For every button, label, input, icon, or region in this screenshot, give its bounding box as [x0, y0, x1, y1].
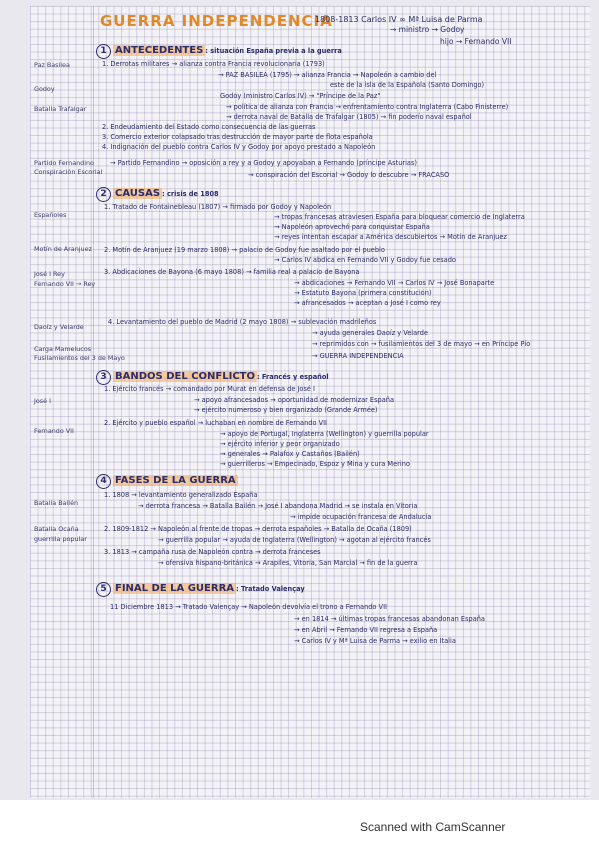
margin-note: Daoíz y Velarde	[34, 323, 84, 331]
note-line: 11 Diciembre 1813 → Tratado Valençay → Napoleón devolvía el trono a Fernando VII	[110, 603, 387, 611]
margin-note: Batalla Ocaña	[34, 525, 79, 533]
section-number: 2	[96, 187, 111, 202]
note-line: → apoyo de Portugal, Inglaterra (Wellington) y guerrilla popular	[220, 430, 429, 438]
note-line: 2. Endeudamiento del Estado como consecuencia de las guerras	[102, 123, 316, 131]
note-line: → generales → Palafox y Castaños (Bailén)	[220, 450, 360, 458]
note-line: 1. Tratado de Fontainebleau (1807) → firmado por Godoy y Napoleón	[104, 203, 332, 211]
section-title: FINAL DE LA GUERRA	[115, 583, 235, 594]
note-line: → en 1814 → últimas tropas francesas abandonan España	[294, 615, 485, 623]
note-line: 1. 1808 → levantamiento generalizado España	[104, 491, 258, 499]
note-line: 2. Motín de Aranjuez (19 marzo 1808) → palacio de Godoy fue asaltado por el pueblo	[104, 246, 385, 254]
note-line: 4. Levantamiento del pueblo de Madrid (2 mayo 1808) → sublevación madrileños	[108, 318, 377, 326]
note-line: este de la isla de la Española (Santo Domingo)	[330, 81, 485, 89]
note-line: → política de alianza con Francia → enfrentamiento contra Inglaterra (Cabo Finisterre)	[226, 103, 509, 111]
note-line: → reyes intentan escapar a América descubiertos → Motín de Aranjuez	[274, 233, 507, 241]
note-line: Godoy (ministro Carlos IV) → "Príncipe de la Paz"	[220, 92, 381, 100]
margin-note: Godoy	[34, 85, 55, 93]
note-line: → guerrilleros → Empecinado, Espoz y Mina y cura Merino	[220, 460, 410, 468]
title-meta-line: → ministro → Godoy	[390, 25, 465, 34]
section-number: 5	[96, 582, 111, 597]
notebook-page	[30, 6, 590, 798]
note-line: → afrancesados → aceptan a José I como rey	[294, 299, 441, 307]
margin-note: Paz Basilea	[34, 61, 70, 69]
margin-note: Conspiración Escorial	[34, 168, 103, 176]
title-meta-line: 1808-1813 Carlos IV ∞ Mª Luisa de Parma	[315, 15, 483, 24]
note-line: → ejército inferior y peor organizado	[220, 440, 340, 448]
note-line: → Carlos IV abdica en Fernando VII y Godoy fue cesado	[274, 256, 456, 264]
section-heading	[96, 44, 342, 59]
margin-note: Batalla Bailén	[34, 499, 79, 507]
margin-note: Fernando VII	[34, 427, 74, 435]
section-number: 1	[96, 44, 111, 59]
section-title: CAUSAS	[115, 188, 161, 199]
note-line: → conspiración del Escorial → Godoy lo descubre → FRACASO	[248, 171, 450, 179]
note-line: → apoyo afrancesados → oportunidad de modernizar España	[194, 396, 394, 404]
note-line: 1. Derrotas militares → alianza contra Francia revolucionaria (1793)	[102, 60, 325, 68]
section-subtitle: : situación España previa a la guerra	[205, 47, 342, 55]
margin-note: Carga Mamelucos	[34, 345, 92, 353]
section-title: FASES DE LA GUERRA	[115, 475, 236, 486]
section-title: BANDOS DEL CONFLICTO	[115, 371, 255, 382]
note-line: → ofensiva hispano-británica → Arapiles, Vitoria, San Marcial → fin de la guerra	[158, 559, 418, 567]
section-subtitle: : crisis de 1808	[162, 190, 219, 198]
note-line: → Estatuto Bayona (primera constitución)	[294, 289, 432, 297]
section-heading	[96, 370, 329, 385]
margin-note: guerrilla popular	[34, 535, 87, 543]
section-title: ANTECEDENTES	[115, 45, 204, 56]
note-line: → Partido Fernandino → oposición a rey y a Godoy y apoyaban a Fernando (príncipe Asturias)	[110, 159, 417, 167]
margin-note: Partido Fernandino	[34, 159, 94, 167]
note-line: → reprimidos con → fusilamientos del 3 de mayo → en Príncipe Pío	[312, 340, 531, 348]
section-heading	[96, 474, 238, 489]
section-subtitle: : Tratado Valençay	[236, 585, 305, 593]
note-line: → PAZ BASILEA (1795) → alianza Francia → Napoleón a cambio del	[218, 71, 437, 79]
note-line: → ejército numeroso y bien organizado (Grande Armée)	[194, 406, 378, 414]
note-line: 4. Indignación del pueblo contra Carlos IV y Godoy por apoyo prestado a Napoleón	[102, 143, 376, 151]
scanner-watermark: Scanned with CamScanner	[360, 820, 506, 834]
section-number: 3	[96, 370, 111, 385]
note-line: 1. Ejército francés → comandado por Murat en defensa de José I	[104, 385, 315, 393]
margin-note: Motín de Aranjuez	[34, 245, 92, 253]
note-line: → impide ocupación francesa de Andalucía	[290, 513, 432, 521]
margin-line	[93, 6, 94, 798]
note-line: → GUERRA INDEPENDENCIA	[312, 352, 404, 360]
note-line: → guerrilla popular → ayuda de Inglaterra (Wellington) → agotan al ejército francés	[158, 536, 431, 544]
title-meta-line: hijo → Fernando VII	[440, 37, 512, 46]
margin-note: Fusilamientos del 3 de Mayo	[34, 354, 125, 362]
page-title: GUERRA INDEPENDENCIA	[100, 12, 333, 30]
note-line: → ayuda generales Daoíz y Velarde	[312, 329, 429, 337]
note-line: 2. Ejército y pueblo español → luchaban en nombre de Fernando VII	[104, 419, 327, 427]
note-line: → tropas francesas atraviesen España para bloquear comercio de Inglaterra	[274, 213, 525, 221]
note-line: → abdicaciones → Fernando VII → Carlos IV → José Bonaparte	[294, 279, 495, 287]
section-number: 4	[96, 474, 111, 489]
note-line: → derrota francesa → Batalla Bailén → José I abandona Madrid → se instala en Vitoria	[138, 502, 418, 510]
section-subtitle: : Francés y español	[257, 373, 329, 381]
note-line: 3. Comercio exterior colapsado tras destrucción de mayor parte de flota española	[102, 133, 373, 141]
note-line: 3. 1813 → campaña rusa de Napoleón contra → derrota franceses	[104, 548, 321, 556]
note-line: → en Abril → Fernando VII regresa a España	[294, 626, 438, 634]
margin-note: Fernando VII → Rey	[34, 280, 96, 288]
section-heading	[96, 582, 305, 597]
margin-note: Batalla Trafalgar	[34, 105, 87, 113]
note-line: → derrota naval de Batalla de Trafalgar (1805) → fin poderío naval español	[226, 113, 472, 121]
margin-note: José I Rey	[34, 270, 65, 278]
section-heading	[96, 187, 219, 202]
note-line: 3. Abdicaciones de Bayona (6 mayo 1808) → familia real a palacio de Bayona	[104, 268, 360, 276]
margin-note: José I	[34, 397, 51, 405]
note-line: → Carlos IV y Mª Luisa de Parma → exilio en Italia	[294, 637, 456, 645]
margin-note: Españoles	[34, 211, 67, 219]
note-line: 2. 1809-1812 → Napoleón al frente de tropas → derrota españoles → Batalla de Ocaña (1809)	[104, 525, 412, 533]
note-line: → Napoleón aprovechó para conquistar España	[274, 223, 430, 231]
